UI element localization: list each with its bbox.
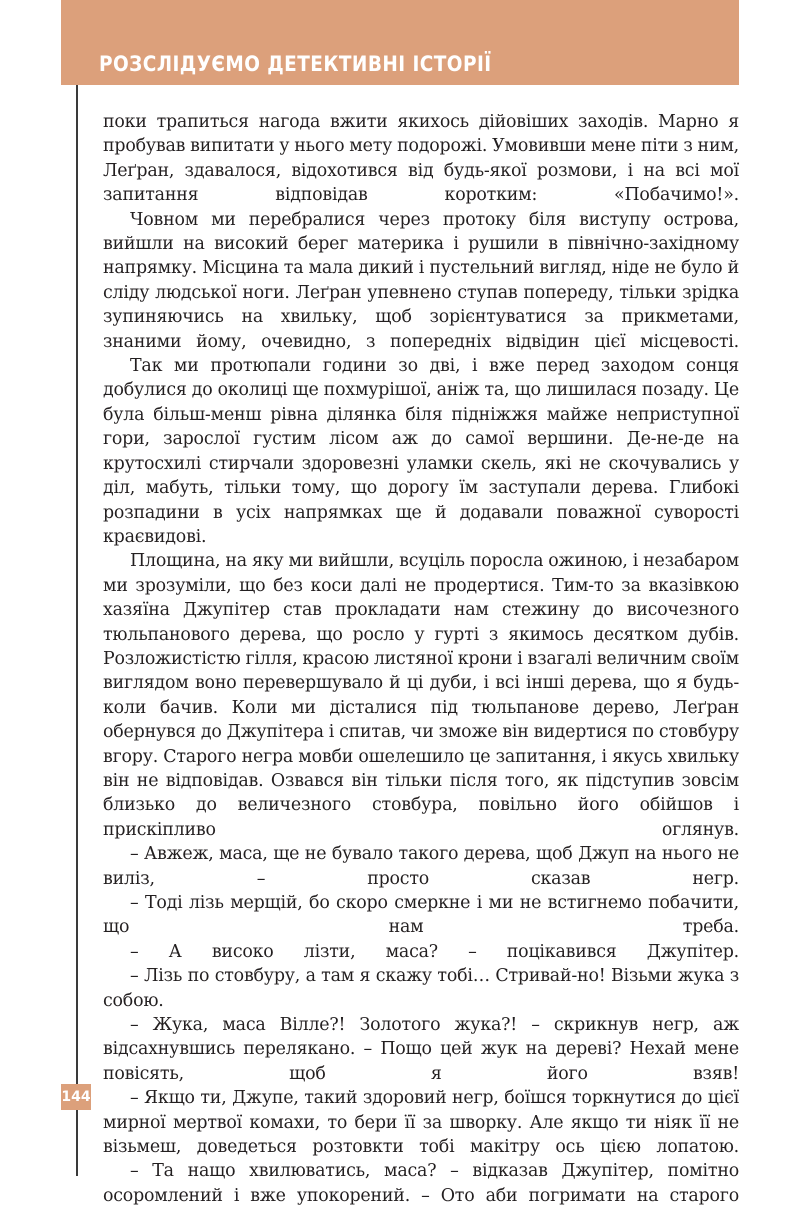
dialogue-line: – Лізь по стовбуру, а там я скажу тобі… Стривай-но! Візьми жука з собою. xyxy=(103,966,739,1011)
dialogue-line: – Та нащо хвилюватись, маса? – відказав Джупітер, помітно осоромлений і вже упокорений. – Ото аби погримати на старого xyxy=(103,1161,739,1206)
paragraph: Так ми протюпали години зо дві, і вже перед заходом сонця добулися до околиці ще похмурішої, аніж та, що лишилася позаду. Це була більш-менш рівна ділянка біля підніжжя майже неприступної гори, зарослої густим лісом аж до самої вершини. Де-не-де на крутосхилі стирчали здоровезні уламки скель, які не скочувались у діл, мабуть, тільки тому, що дорогу їм заступали дерева. Глибокі розпадини в усіх напрямках ще й додавали поважної суворості краєвидові. xyxy=(103,356,739,547)
dialogue-line: – Тоді лізь мерщій, бо скоро смеркне і ми не встигнемо побачити, що нам треба. xyxy=(103,893,739,938)
paragraph: поки трапиться нагода вжити якихось дійовіших заходів. Марно я пробував випитати у нього мету подорожі. Умовивши мене піти з ним, Леґран, здавалося, відохотився від будь-якої розмови, і на всі мої запитання відповідав коротким: «Побачимо!». xyxy=(103,112,739,206)
dialogue-line: – А високо лізти, маса? – поцікавився Джупітер. xyxy=(130,941,739,962)
dialogue-line: – Якщо ти, Джупе, такий здоровий негр, боїшся торкнутися до цієї мирної мертвої комахи, то бери її за шворку. Але якщо ти ніяк її не візьмеш, доведеться розтовкти тобі макітру ось цією лопатою. xyxy=(103,1088,739,1158)
paragraph: Човном ми перебралися через протоку біля виступу острова, вийшли на високий берег материка і рушили в північно-західному напрямку. Місцина та мала дикий і пустельний вигляд, ніде не було й сліду людської ноги. Леґран упевнено ступав попереду, тільки зрідка зупиняючись на хвильку, щоб зорієнтуватися за прикметами, знаними йому, очевидно, з попередніх відвідин цієї місцевості. xyxy=(103,209,739,352)
paragraph: Площина, на яку ми вийшли, всуціль поросла ожиною, і незабаром ми зрозуміли, що без коси далі не продертися. Тим-то за вказівкою хазяїна Джупітер став прокладати нам стежину до височезного тюльпанового дерева, що росло у гурті з якимось десятком дубів. Розложистістю гілля, красою листяної крони і взагалі величним своїм виглядом воно перевершувало й ці дуби, і всі інші дерева, що я будь-коли бачив. Коли ми дісталися під тюльпанове дерево, Леґран обернувся до Джупітера і спитав, чи зможе він видертися по стовбуру вгору. Старого негра мовби ошелешило це запитання, і якусь хвильку він не відповідав. Озвався він тільки після того, як підступив зовсім близько до величезного стовбура, повільно його обійшов і прискіпливо оглянув. xyxy=(103,551,739,840)
margin-rule xyxy=(76,85,78,1176)
dialogue-line: – Авжеж, маса, ще не бувало такого дерева, щоб Джуп на нього не виліз, – просто сказав негр. xyxy=(103,844,739,889)
dialogue-line: – Жука, маса Вілле?! Золотого жука?! – скрикнув негр, аж відсахнувшись перелякано. – Пощо цей жук на дереві? Нехай мене повісять, щоб я його взяв! xyxy=(103,1015,739,1084)
chapter-title: РОЗСЛІДУЄМО ДЕТЕКТИВНІ ІСТОРІЇ xyxy=(99,52,492,76)
page-number: 144 xyxy=(61,1084,91,1110)
story-text xyxy=(103,110,739,1208)
